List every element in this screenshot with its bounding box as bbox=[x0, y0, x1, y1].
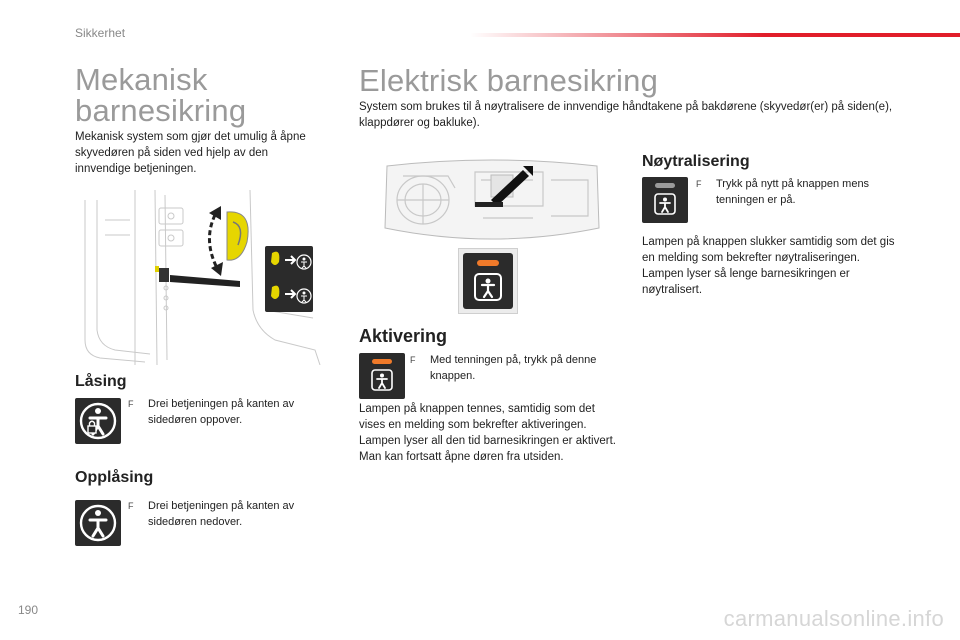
activation-description bbox=[359, 401, 619, 465]
locking-text: Drei betjeningen på kanten av sidedøren oppover. bbox=[148, 398, 295, 426]
activation-paragraph-1: Lampen på knappen tennes, samtidig som det vises en melding som bekrefter aktiveringen. bbox=[359, 403, 595, 431]
child-lock-icon bbox=[653, 192, 677, 216]
neutralization-button-icon bbox=[642, 177, 688, 223]
activation-paragraph-2: Lampen lyser all den tid barnesikringen er aktivert. bbox=[359, 435, 616, 447]
neutralization-lamp bbox=[655, 183, 675, 188]
bullet-marker: F bbox=[128, 501, 134, 511]
neutralization-heading: Nøytralisering bbox=[642, 153, 750, 170]
page-number: 190 bbox=[18, 603, 39, 617]
locking-instruction bbox=[128, 396, 328, 428]
bullet-marker: F bbox=[696, 179, 702, 189]
watermark-text: carmanualsonline.info bbox=[723, 606, 944, 631]
child-lock-unlocked-icon bbox=[75, 500, 121, 546]
bullet-marker: F bbox=[128, 399, 134, 409]
mechanical-intro: Mekanisk system som gjør det umulig å åpne skyvedøren på siden ved hjelp av den innvendige betjeningen. bbox=[75, 131, 306, 175]
child-lock-button-illustration bbox=[458, 248, 518, 314]
button-face bbox=[463, 253, 513, 309]
mechanical-title-line2: barnesikring bbox=[75, 93, 247, 128]
neutralization-description: Lampen på knappen slukker samtidig som det gis en melding som bekrefter nøytraliseringen. Lampen lyser så lenge barnesikringen er nøytralisert. bbox=[642, 236, 895, 296]
child-lock-icon bbox=[472, 271, 504, 303]
dashboard-illustration bbox=[383, 158, 601, 246]
electric-title: Elektrisk barnesikring bbox=[359, 63, 659, 98]
child-lock-icon bbox=[370, 368, 394, 392]
locking-heading: Låsing bbox=[75, 373, 127, 390]
mechanical-title-line1: Mekanisk bbox=[75, 62, 208, 97]
neutralization-text: Trykk på nytt på knappen mens tenningen er på. bbox=[716, 178, 870, 206]
activation-instruction bbox=[410, 352, 620, 384]
mechanical-title bbox=[75, 64, 335, 126]
door-latch-illustration bbox=[75, 190, 325, 365]
header-accent-rule bbox=[470, 33, 960, 37]
button-lamp-orange bbox=[477, 260, 499, 266]
activation-button-icon bbox=[359, 353, 405, 399]
activation-text: Med tenningen på, trykk på denne knappen. bbox=[430, 354, 597, 382]
door-latch-drawing bbox=[75, 190, 325, 365]
unlocking-text: Drei betjeningen på kanten av sidedøren nedover. bbox=[148, 500, 295, 528]
electric-intro: System som brukes til å nøytralisere de innvendige håndtakene på bakdørene (skyvedør(er) på siden(e), klappdører og bakluke). bbox=[359, 101, 893, 129]
unlocking-heading: Opplåsing bbox=[75, 469, 154, 486]
activation-heading: Aktivering bbox=[359, 326, 448, 346]
activation-paragraph-3: Man kan fortsatt åpne døren fra utsiden. bbox=[359, 451, 564, 463]
rotation-arrow bbox=[209, 206, 223, 276]
bullet-marker: F bbox=[410, 355, 416, 365]
activation-lamp bbox=[372, 359, 392, 364]
unlocking-instruction bbox=[128, 498, 328, 530]
child-lock-locked-icon bbox=[75, 398, 121, 444]
section-tag: Sikkerhet bbox=[75, 26, 126, 40]
neutralization-instruction bbox=[696, 176, 896, 208]
